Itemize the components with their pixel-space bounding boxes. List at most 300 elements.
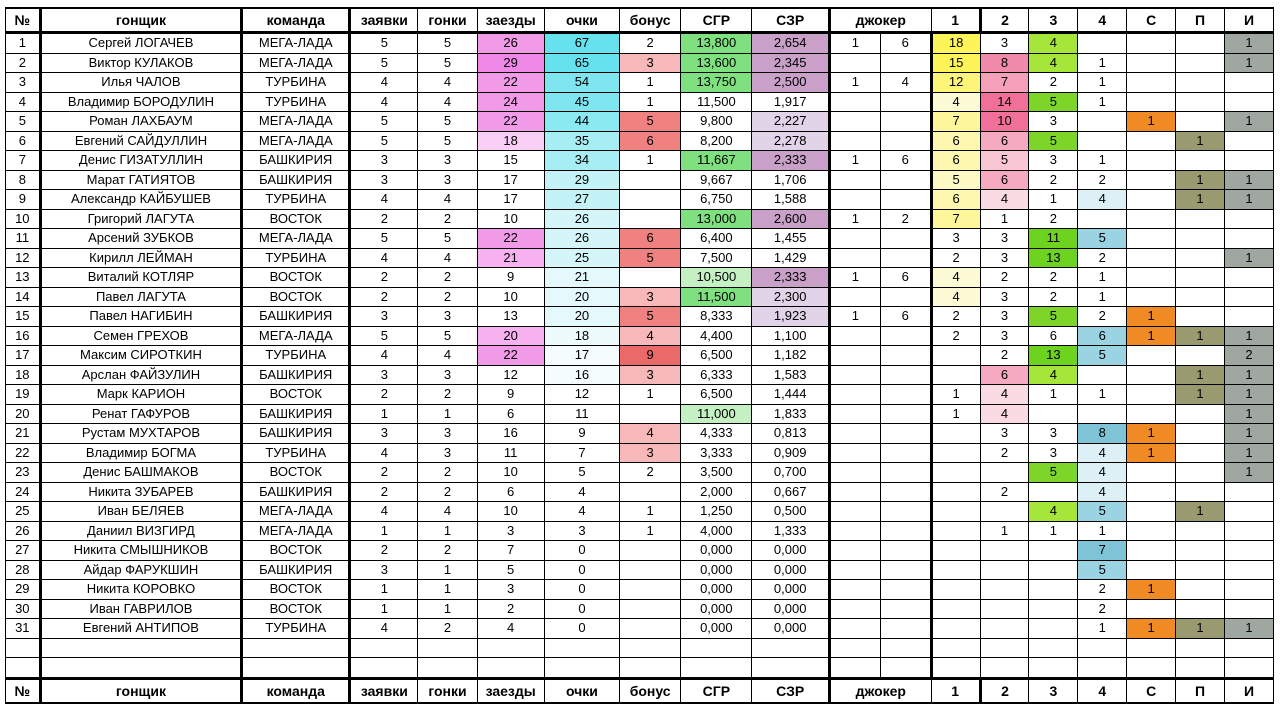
table-row <box>6 92 1274 112</box>
table-row <box>6 190 1274 210</box>
cell-zay: 1 <box>350 521 418 541</box>
cell-p2 <box>980 619 1029 639</box>
cell-j1: 1 <box>829 209 880 229</box>
cell-c <box>1127 170 1176 190</box>
cell-j2 <box>880 131 931 151</box>
empty-cell <box>418 638 477 658</box>
cell-team: ВОСТОК <box>242 287 350 307</box>
empty-cell <box>980 638 1029 658</box>
cell-zay: 4 <box>350 248 418 268</box>
cell-sgr: 9,800 <box>681 112 752 132</box>
empty-cell <box>1029 638 1078 658</box>
cell-p3: 13 <box>1029 248 1078 268</box>
cell-name: Марк КАРИОН <box>40 385 242 405</box>
cell-sgr: 4,400 <box>681 326 752 346</box>
cell-p <box>1176 346 1225 366</box>
cell-n: 13 <box>6 268 41 288</box>
cell-n: 20 <box>6 404 41 424</box>
cell-p4: 1 <box>1078 151 1127 171</box>
cell-och: 0 <box>544 599 619 619</box>
cell-n: 4 <box>6 92 41 112</box>
cell-team: МЕГА-ЛАДА <box>242 33 350 54</box>
cell-sgr: 8,200 <box>681 131 752 151</box>
cell-p2: 6 <box>980 170 1029 190</box>
cell-sgr: 6,500 <box>681 346 752 366</box>
cell-i: 1 <box>1224 190 1273 210</box>
cell-zaez: 10 <box>477 463 544 483</box>
cell-j2 <box>880 619 931 639</box>
cell-zaez: 10 <box>477 502 544 522</box>
cell-p3: 5 <box>1029 463 1078 483</box>
cell-p2 <box>980 599 1029 619</box>
cell-gon: 1 <box>418 404 477 424</box>
cell-p4 <box>1078 209 1127 229</box>
cell-name: Павел ЛАГУТА <box>40 287 242 307</box>
cell-p2: 3 <box>980 33 1029 54</box>
empty-cell <box>1078 638 1127 658</box>
empty-cell <box>620 658 681 679</box>
cell-n: 17 <box>6 346 41 366</box>
empty-cell <box>1224 638 1273 658</box>
cell-j2: 4 <box>880 73 931 93</box>
cell-j1: 1 <box>829 268 880 288</box>
cell-p <box>1176 209 1225 229</box>
cell-p4 <box>1078 112 1127 132</box>
cell-p4: 4 <box>1078 190 1127 210</box>
cell-name: Кирилл ЛЕЙМАН <box>40 248 242 268</box>
cell-i <box>1224 92 1273 112</box>
cell-i: 1 <box>1224 404 1273 424</box>
cell-n: 1 <box>6 33 41 54</box>
cell-gon: 4 <box>418 502 477 522</box>
cell-j1 <box>829 131 880 151</box>
cell-p1: 2 <box>931 307 980 327</box>
cell-name: Григорий ЛАГУТА <box>40 209 242 229</box>
cell-p <box>1176 229 1225 249</box>
cell-j1 <box>829 541 880 561</box>
cell-p2: 7 <box>980 73 1029 93</box>
cell-sgr: 10,500 <box>681 268 752 288</box>
cell-p1: 15 <box>931 53 980 73</box>
cell-szr: 1,182 <box>752 346 829 366</box>
table-row <box>6 287 1274 307</box>
cell-bon <box>620 268 681 288</box>
cell-zaez: 7 <box>477 541 544 561</box>
cell-p4: 2 <box>1078 248 1127 268</box>
cell-p2: 3 <box>980 287 1029 307</box>
cell-zay: 2 <box>350 209 418 229</box>
cell-p2: 3 <box>980 307 1029 327</box>
empty-cell <box>620 638 681 658</box>
cell-sgr: 0,000 <box>681 560 752 580</box>
cell-p1: 12 <box>931 73 980 93</box>
cell-szr: 0,500 <box>752 502 829 522</box>
cell-name: Ренат ГАФУРОВ <box>40 404 242 424</box>
cell-och: 3 <box>544 521 619 541</box>
cell-zaez: 13 <box>477 307 544 327</box>
cell-p1 <box>931 521 980 541</box>
cell-p2: 3 <box>980 424 1029 444</box>
footer-row <box>6 679 1274 704</box>
empty-cell <box>544 658 619 679</box>
empty-cell <box>931 638 980 658</box>
empty-cell <box>350 658 418 679</box>
cell-c: 1 <box>1127 580 1176 600</box>
cell-i <box>1224 229 1273 249</box>
cell-bon <box>620 209 681 229</box>
cell-p1 <box>931 346 980 366</box>
cell-i <box>1224 73 1273 93</box>
cell-j1 <box>829 482 880 502</box>
column-header: П <box>1176 8 1225 33</box>
cell-j1 <box>829 346 880 366</box>
cell-i <box>1224 580 1273 600</box>
cell-j2 <box>880 521 931 541</box>
cell-p1: 1 <box>931 385 980 405</box>
cell-gon: 4 <box>418 248 477 268</box>
cell-i <box>1224 268 1273 288</box>
cell-j1 <box>829 463 880 483</box>
empty-cell <box>681 638 752 658</box>
cell-zaez: 6 <box>477 482 544 502</box>
cell-sgr: 4,000 <box>681 521 752 541</box>
cell-p1 <box>931 541 980 561</box>
cell-p <box>1176 521 1225 541</box>
column-header: очки <box>544 8 619 33</box>
cell-n: 11 <box>6 229 41 249</box>
cell-gon: 1 <box>418 580 477 600</box>
cell-sgr: 6,500 <box>681 385 752 405</box>
cell-gon: 1 <box>418 560 477 580</box>
cell-p4: 1 <box>1078 92 1127 112</box>
cell-p4 <box>1078 33 1127 54</box>
cell-szr: 0,909 <box>752 443 829 463</box>
cell-name: Виктор КУЛАКОВ <box>40 53 242 73</box>
cell-szr: 1,429 <box>752 248 829 268</box>
empty-cell <box>242 658 350 679</box>
cell-name: Никита ЗУБАРЕВ <box>40 482 242 502</box>
cell-name: Марат ГАТИЯТОВ <box>40 170 242 190</box>
cell-p4: 1 <box>1078 73 1127 93</box>
empty-cell <box>931 658 980 679</box>
cell-name: Александр КАЙБУШЕВ <box>40 190 242 210</box>
cell-gon: 4 <box>418 346 477 366</box>
table-row <box>6 33 1274 54</box>
cell-c <box>1127 521 1176 541</box>
cell-zay: 4 <box>350 92 418 112</box>
cell-p <box>1176 404 1225 424</box>
cell-name: Никита КОРОВКО <box>40 580 242 600</box>
cell-team: ВОСТОК <box>242 385 350 405</box>
cell-szr: 2,300 <box>752 287 829 307</box>
cell-i <box>1224 482 1273 502</box>
empty-cell <box>980 658 1029 679</box>
cell-j1 <box>829 560 880 580</box>
empty-cell <box>829 658 880 679</box>
cell-szr: 0,000 <box>752 619 829 639</box>
column-header: 3 <box>1029 679 1078 704</box>
cell-szr: 1,706 <box>752 170 829 190</box>
cell-bon: 1 <box>620 385 681 405</box>
cell-zay: 3 <box>350 151 418 171</box>
cell-sgr: 0,000 <box>681 599 752 619</box>
cell-gon: 3 <box>418 443 477 463</box>
empty-row <box>6 658 1274 679</box>
cell-zaez: 12 <box>477 365 544 385</box>
cell-j1 <box>829 248 880 268</box>
cell-j2 <box>880 443 931 463</box>
table-row <box>6 268 1274 288</box>
cell-p1 <box>931 502 980 522</box>
cell-p3: 2 <box>1029 287 1078 307</box>
table-row <box>6 424 1274 444</box>
cell-gon: 4 <box>418 190 477 210</box>
cell-p1: 4 <box>931 287 980 307</box>
cell-gon: 4 <box>418 92 477 112</box>
cell-j2: 6 <box>880 33 931 54</box>
cell-p3 <box>1029 580 1078 600</box>
cell-zaez: 10 <box>477 209 544 229</box>
cell-bon: 1 <box>620 73 681 93</box>
cell-och: 67 <box>544 33 619 54</box>
cell-p3: 3 <box>1029 151 1078 171</box>
cell-p3: 3 <box>1029 424 1078 444</box>
cell-p <box>1176 92 1225 112</box>
cell-i <box>1224 209 1273 229</box>
cell-zaez: 16 <box>477 424 544 444</box>
cell-j1 <box>829 443 880 463</box>
cell-zay: 5 <box>350 229 418 249</box>
table-row <box>6 560 1274 580</box>
cell-zaez: 2 <box>477 599 544 619</box>
cell-p4: 6 <box>1078 326 1127 346</box>
cell-team: БАШКИРИЯ <box>242 365 350 385</box>
cell-i <box>1224 151 1273 171</box>
cell-i <box>1224 521 1273 541</box>
cell-bon: 5 <box>620 248 681 268</box>
cell-c <box>1127 53 1176 73</box>
empty-cell <box>829 638 880 658</box>
cell-p2: 1 <box>980 521 1029 541</box>
cell-n: 26 <box>6 521 41 541</box>
cell-bon: 1 <box>620 502 681 522</box>
cell-j1 <box>829 385 880 405</box>
cell-szr: 1,833 <box>752 404 829 424</box>
cell-sgr: 11,500 <box>681 287 752 307</box>
empty-cell <box>242 638 350 658</box>
cell-team: ВОСТОК <box>242 268 350 288</box>
cell-c <box>1127 209 1176 229</box>
cell-c: 1 <box>1127 326 1176 346</box>
column-header: джокер <box>829 8 931 33</box>
cell-och: 11 <box>544 404 619 424</box>
cell-j1 <box>829 521 880 541</box>
cell-gon: 5 <box>418 131 477 151</box>
cell-j1 <box>829 170 880 190</box>
cell-p4: 1 <box>1078 521 1127 541</box>
cell-p2: 2 <box>980 268 1029 288</box>
cell-gon: 2 <box>418 385 477 405</box>
cell-zay: 5 <box>350 53 418 73</box>
cell-och: 17 <box>544 346 619 366</box>
cell-team: ТУРБИНА <box>242 190 350 210</box>
cell-p3: 5 <box>1029 307 1078 327</box>
cell-szr: 1,923 <box>752 307 829 327</box>
column-header: И <box>1224 8 1273 33</box>
table-row <box>6 209 1274 229</box>
cell-zaez: 3 <box>477 580 544 600</box>
cell-n: 28 <box>6 560 41 580</box>
cell-p4: 1 <box>1078 619 1127 639</box>
cell-team: ТУРБИНА <box>242 443 350 463</box>
cell-gon: 3 <box>418 365 477 385</box>
cell-p <box>1176 248 1225 268</box>
cell-p: 1 <box>1176 131 1225 151</box>
cell-och: 34 <box>544 151 619 171</box>
cell-p <box>1176 443 1225 463</box>
cell-j1 <box>829 326 880 346</box>
cell-och: 4 <box>544 482 619 502</box>
cell-p <box>1176 73 1225 93</box>
cell-p: 1 <box>1176 170 1225 190</box>
cell-p1 <box>931 619 980 639</box>
cell-c <box>1127 190 1176 210</box>
cell-n: 6 <box>6 131 41 151</box>
empty-cell <box>1176 658 1225 679</box>
cell-c <box>1127 365 1176 385</box>
column-header: гонщик <box>40 679 242 704</box>
cell-p <box>1176 599 1225 619</box>
cell-team: МЕГА-ЛАДА <box>242 521 350 541</box>
column-header: СГР <box>681 8 752 33</box>
cell-c: 1 <box>1127 424 1176 444</box>
table-row <box>6 365 1274 385</box>
cell-zay: 3 <box>350 560 418 580</box>
cell-zaez: 5 <box>477 560 544 580</box>
cell-sgr: 0,000 <box>681 541 752 561</box>
cell-j2 <box>880 385 931 405</box>
cell-p1 <box>931 463 980 483</box>
cell-team: МЕГА-ЛАДА <box>242 326 350 346</box>
cell-team: ВОСТОК <box>242 209 350 229</box>
cell-c <box>1127 73 1176 93</box>
empty-cell <box>40 638 242 658</box>
cell-och: 20 <box>544 307 619 327</box>
cell-name: Рустам МУХТАРОВ <box>40 424 242 444</box>
cell-zay: 2 <box>350 541 418 561</box>
cell-bon: 2 <box>620 33 681 54</box>
cell-p1 <box>931 443 980 463</box>
table-row <box>6 482 1274 502</box>
cell-zay: 3 <box>350 365 418 385</box>
cell-szr: 0,700 <box>752 463 829 483</box>
cell-gon: 1 <box>418 599 477 619</box>
cell-szr: 1,100 <box>752 326 829 346</box>
empty-cell <box>544 638 619 658</box>
cell-och: 0 <box>544 560 619 580</box>
cell-p2: 2 <box>980 443 1029 463</box>
cell-name: Евгений АНТИПОВ <box>40 619 242 639</box>
cell-sgr: 7,500 <box>681 248 752 268</box>
cell-sgr: 13,750 <box>681 73 752 93</box>
cell-och: 65 <box>544 53 619 73</box>
cell-sgr: 3,333 <box>681 443 752 463</box>
cell-p: 1 <box>1176 365 1225 385</box>
cell-sgr: 13,000 <box>681 209 752 229</box>
column-header: гонки <box>418 8 477 33</box>
cell-zaez: 17 <box>477 170 544 190</box>
cell-name: Илья ЧАЛОВ <box>40 73 242 93</box>
cell-i: 1 <box>1224 385 1273 405</box>
cell-p1: 1 <box>931 404 980 424</box>
cell-p4: 4 <box>1078 463 1127 483</box>
cell-j1 <box>829 619 880 639</box>
cell-j1 <box>829 404 880 424</box>
cell-j1 <box>829 92 880 112</box>
cell-p2: 6 <box>980 365 1029 385</box>
cell-c <box>1127 131 1176 151</box>
column-header: гонки <box>418 679 477 704</box>
cell-p4: 5 <box>1078 502 1127 522</box>
table-row <box>6 346 1274 366</box>
cell-p2 <box>980 580 1029 600</box>
cell-zaez: 18 <box>477 131 544 151</box>
cell-szr: 1,455 <box>752 229 829 249</box>
cell-n: 31 <box>6 619 41 639</box>
cell-j1 <box>829 53 880 73</box>
cell-i <box>1224 287 1273 307</box>
cell-i: 1 <box>1224 463 1273 483</box>
empty-cell <box>1029 658 1078 679</box>
cell-p1: 7 <box>931 209 980 229</box>
cell-p4: 8 <box>1078 424 1127 444</box>
empty-cell <box>1127 638 1176 658</box>
cell-p3: 3 <box>1029 112 1078 132</box>
cell-team: ВОСТОК <box>242 599 350 619</box>
cell-och: 25 <box>544 248 619 268</box>
cell-j2 <box>880 190 931 210</box>
cell-zay: 2 <box>350 482 418 502</box>
cell-zay: 5 <box>350 112 418 132</box>
cell-p1 <box>931 560 980 580</box>
cell-team: МЕГА-ЛАДА <box>242 229 350 249</box>
cell-bon: 4 <box>620 326 681 346</box>
column-header: СЗР <box>752 8 829 33</box>
cell-team: ВОСТОК <box>242 463 350 483</box>
table-row <box>6 463 1274 483</box>
cell-bon: 3 <box>620 443 681 463</box>
cell-team: БАШКИРИЯ <box>242 424 350 444</box>
cell-n: 10 <box>6 209 41 229</box>
table-row <box>6 404 1274 424</box>
cell-p3: 1 <box>1029 521 1078 541</box>
column-header: № <box>6 8 41 33</box>
cell-gon: 5 <box>418 326 477 346</box>
cell-c <box>1127 229 1176 249</box>
cell-zaez: 22 <box>477 73 544 93</box>
table-row <box>6 248 1274 268</box>
cell-gon: 2 <box>418 268 477 288</box>
cell-zaez: 3 <box>477 521 544 541</box>
cell-gon: 2 <box>418 463 477 483</box>
cell-szr: 0,000 <box>752 580 829 600</box>
column-header: 2 <box>980 679 1029 704</box>
cell-name: Даниил ВИЗГИРД <box>40 521 242 541</box>
cell-name: Айдар ФАРУКШИН <box>40 560 242 580</box>
cell-p4: 4 <box>1078 443 1127 463</box>
cell-n: 9 <box>6 190 41 210</box>
table-row <box>6 307 1274 327</box>
